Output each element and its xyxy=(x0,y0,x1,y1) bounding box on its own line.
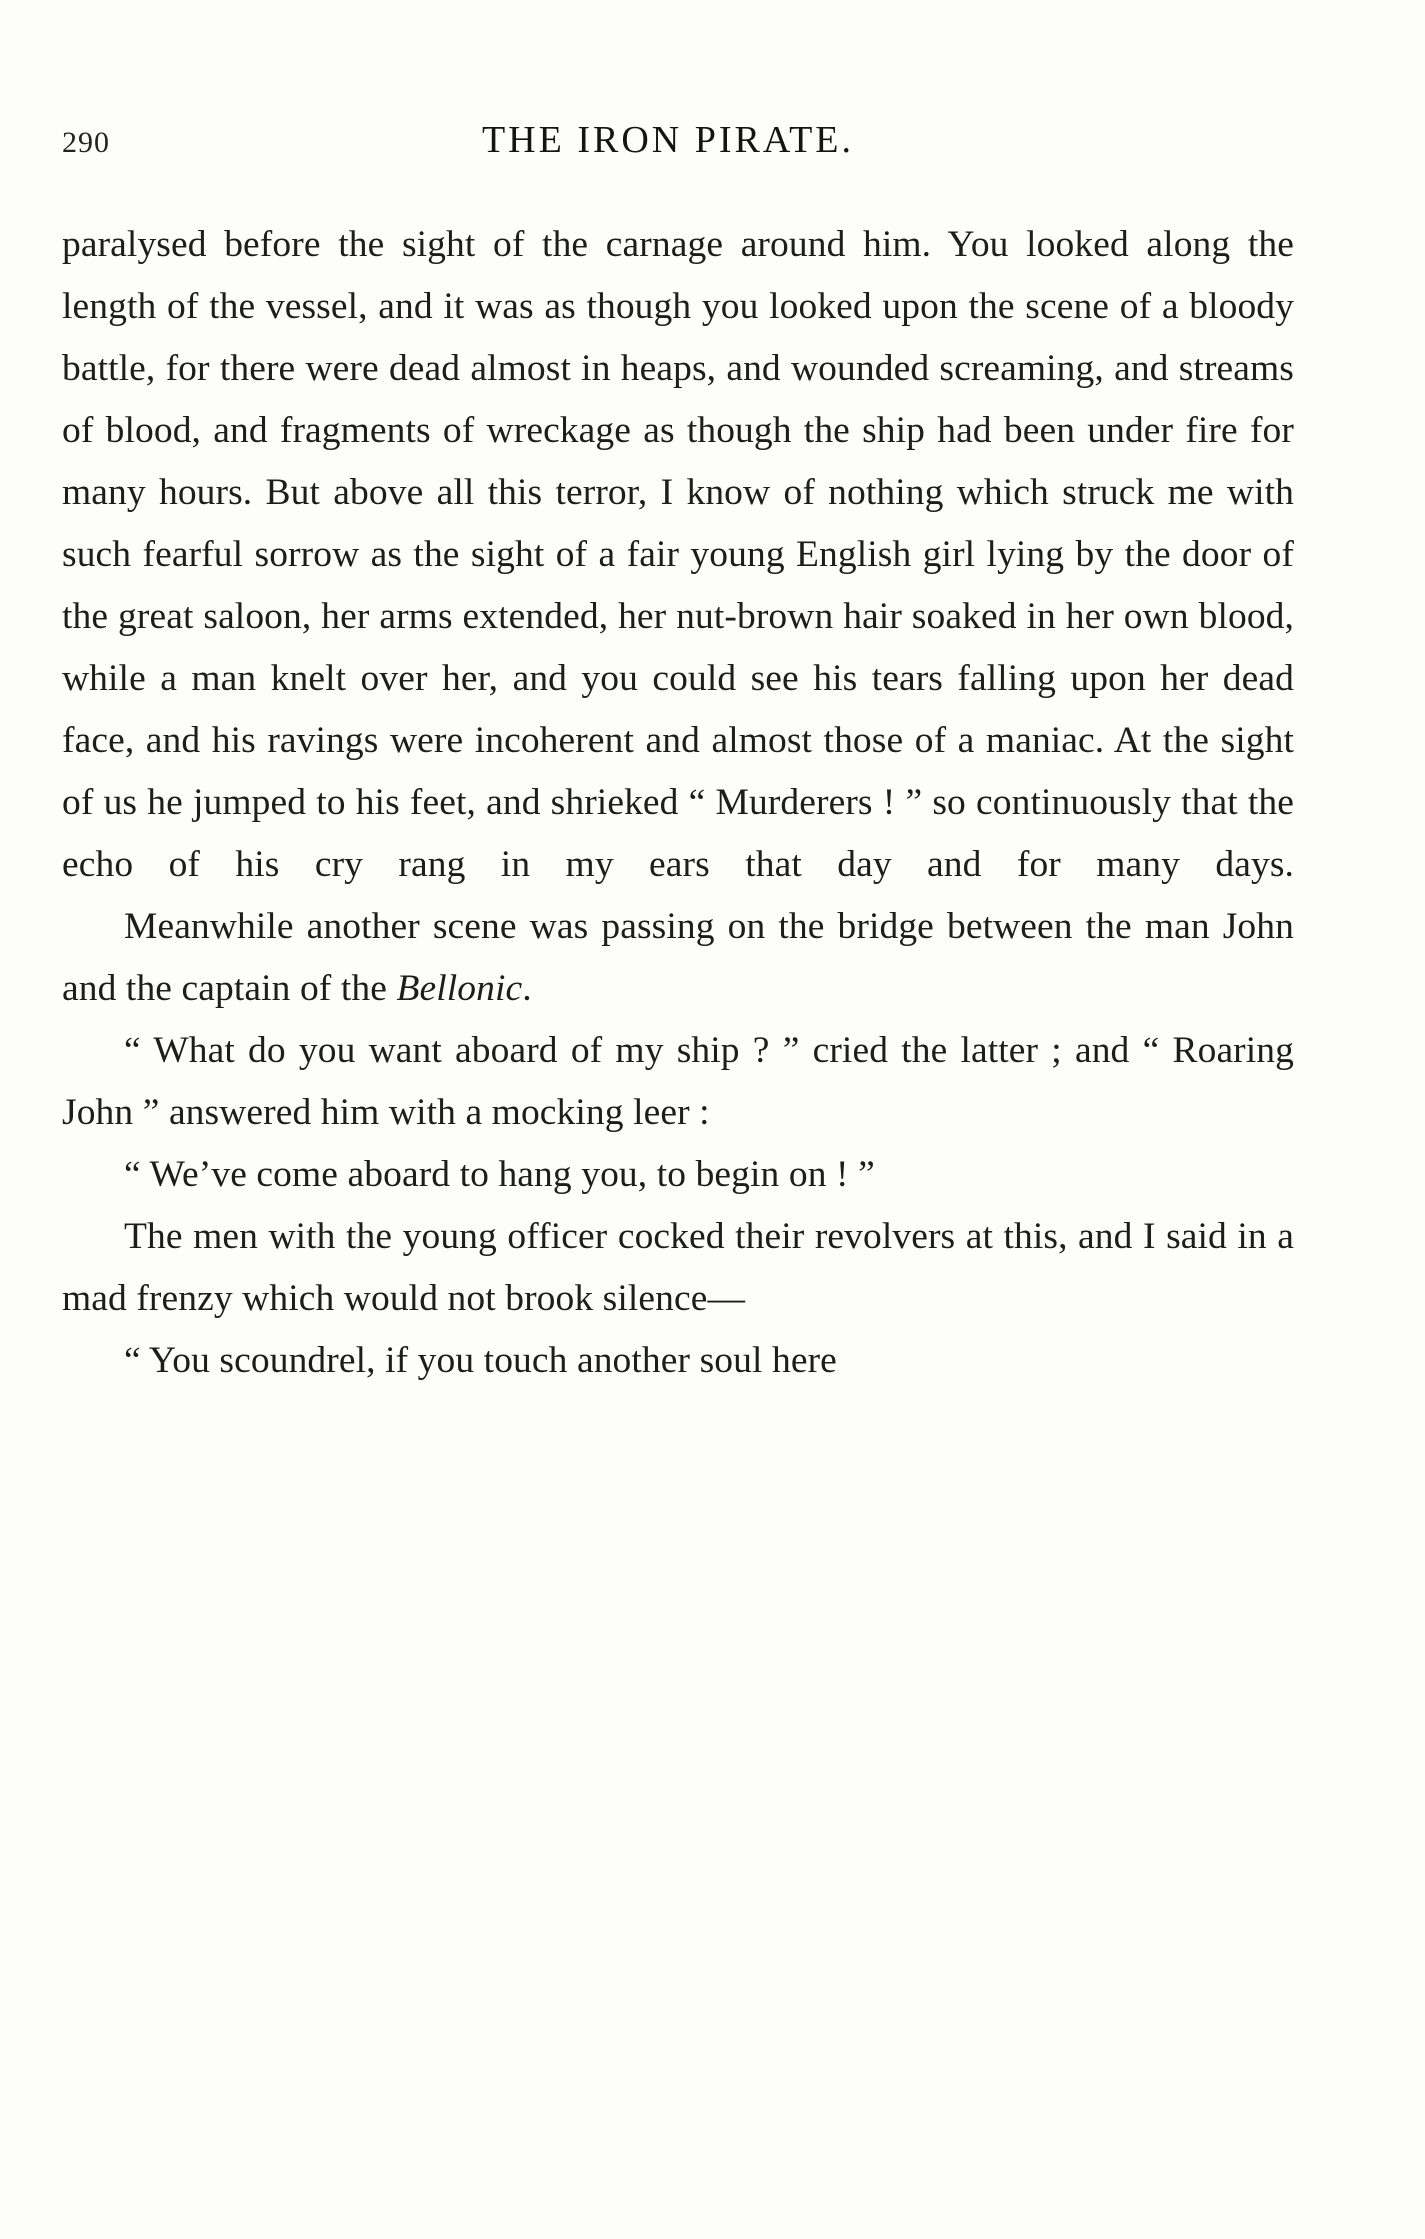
paragraph-2-text-after: . xyxy=(522,968,532,1009)
paragraph-1: paralysed before the sight of the carnage around him. You looked along the length of the vessel, and it was as though you looked upon the scene of a bloody battle, for there were dead almost in heaps, and wounded screaming, and streams of blood, and fragments of wreckage as though the ship had been under fire for many hours. But above all this terror, I know of nothing which struck me with such fearful sorrow as the sight of a fair young English girl lying by the door of the great saloon, her arms extended, her nut-brown hair soaked in her own blood, while a man knelt over her, and you could see his tears falling upon her dead face, and his ravings were incoherent and almost those of a maniac. At the sight of us he jumped to his feet, and shrieked “ Murderers ! ” so continuously that the echo of his cry rang in my ears that day and for many days. xyxy=(62,224,1294,885)
body-text xyxy=(62,214,1294,1392)
paragraph-3: “ What do you want aboard of my ship ? ” cried the latter ; and “ Roaring John ” answered him with a mocking leer : xyxy=(62,1030,1294,1133)
page-content xyxy=(62,118,1294,1392)
paragraph-2 xyxy=(62,896,1294,1020)
paragraph-2-text-before: Meanwhile another scene was passing on the bridge between the man John and the captain of the xyxy=(62,906,1294,1009)
paragraph-4: “ We’ve come aboard to hang you, to begin on ! ” xyxy=(124,1154,875,1195)
page-header xyxy=(62,118,1294,162)
page-number: 290 xyxy=(62,126,110,159)
running-head-title: THE IRON PIRATE. xyxy=(481,119,855,161)
paragraph-6: “ You scoundrel, if you touch another soul here xyxy=(124,1340,837,1381)
ship-name-bellonic: Bellonic xyxy=(396,968,523,1009)
paragraph-5: The men with the young officer cocked their revolvers at this, and I said in a mad frenzy which would not brook silence— xyxy=(62,1216,1294,1319)
